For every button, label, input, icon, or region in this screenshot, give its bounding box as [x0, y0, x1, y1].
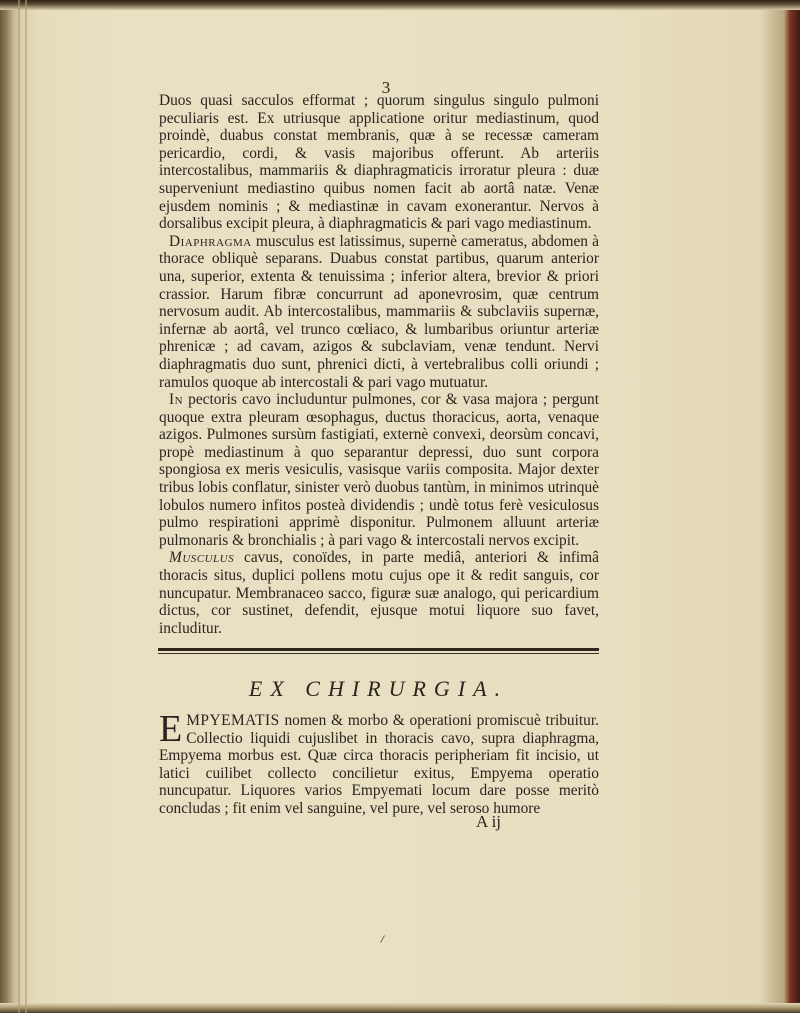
lead-word-diaphragma: Diaphragma [169, 232, 252, 250]
catchword: A ij [476, 812, 502, 831]
page-number: 3 [381, 78, 391, 97]
binding-line [25, 0, 27, 1013]
paragraph-text: cavus, conoïdes, in parte mediâ, anteriori & infimâ thoracis situs, duplici pollens motu cujus ope it & redit sanguis, cor nuncupatur. Membranaceo sacco, figuræ suæ analogo, qui pericardium dictus, cor sustinet, defendit, ejusque motui liquore suo favet, includitur. [159, 549, 599, 637]
section-lead-word: MPYEMATIS [186, 712, 280, 729]
section-text [159, 708, 599, 818]
main-text [159, 92, 599, 637]
paragraph-text: musculus est latissimus, supernè cameratus, abdomen à thorace obliquè separans. Duabus constat partibus, quarum anterior una, superior, extenta & tenuissima ; inferior altera, brevior & priori crassior. Harum fibræ concurrunt ad aponevrosim, quæ centrum nervosum audit. Ab intercostalibus, mammariis & subclaviis supernæ, infernæ ab aortâ, vel trunco cœliaco, & lumbaribus oriuntur arteriæ phrenicæ ; ad cavam, azigos & subclaviam, venæ tendunt. Nervi diaphragmatis duo sunt, phrenici dicti, à vertebralibus colli oriundi ; ramulos quoque ab intercostali & pari vago mutuatur. [159, 232, 599, 391]
paragraph-text: pectoris cavo includuntur pulmones, cor & vasa majora ; pergunt quoque extra pleuram œsophagus, ductus thoracicus, aorta, venaque azigos. Pulmones sursùm fastigiati, externè convexi, deorsùm concavi, propè mediastinum à quo separantur depressi, duo sunt corpora spongiosa ex meris vesiculis, vasisque variis composita. Major dexter tribus lobis conflatur, sinister verò duobus tantùm, in minimos utrinquè lobulos numero infitos posteà dividendis ; undè totus ferè vesiculosus pulmo respirationi apprimè disponitur. Pulmonem alluunt arteriæ pulmonaris & bronchialis ; à pari vago & intercostali nervos excipit. [159, 391, 599, 549]
section-heading: EX CHIRURGIA. [248, 676, 509, 701]
page-top-edge [0, 0, 800, 10]
section-divider [158, 648, 599, 657]
divider-thin-line [158, 653, 599, 654]
page-bottom-edge [0, 1003, 800, 1013]
lead-word-musculus: Musculus [169, 549, 235, 567]
lead-word-in: In [169, 391, 184, 409]
paragraph-pectoris [159, 391, 599, 549]
binding-line [18, 0, 20, 1013]
drop-cap: E [159, 708, 183, 750]
paragraph-pleura: Duos quasi sacculos efformat ; quorum singulus singulo pulmoni peculiaris est. Ex utriusque applicatione oritur mediastinum, quod proindè, duabus constat membranis, quæ à se recessæ cameram pericardio, cordi, & vasis majoribus offerunt. Ab arteriis intercostalibus, mammariis & diaphragmaticis irroratur pleura : duæ superveniunt mediastino quibus nomen facit ab aortâ natæ. Venæ ejusdem nominis ; & mediastinæ in cavam exonerantur. Nervos à dorsalibus excipit pleura, à diaphragmaticis & pari vago mediastinum. [159, 92, 599, 233]
divider-thick-line [158, 648, 599, 651]
paragraph-musculus [159, 549, 599, 637]
paragraph-diaphragma [159, 233, 599, 391]
section-paragraph: nomen & morbo & operationi promiscuè tribuitur. Collectio liquidi cujuslibet in thoracis cavo, supra diaphragma, Empyema morbus est. Quæ circa thoracis peripheriam fit incisio, ut latici cuilibet collecto concilietur exitus, Empyema operatio nuncupatur. Liquores varios Empyemati locum dare posse meritò concludas ; fit enim vel sanguine, vel pure, vel seroso humore [159, 712, 599, 817]
